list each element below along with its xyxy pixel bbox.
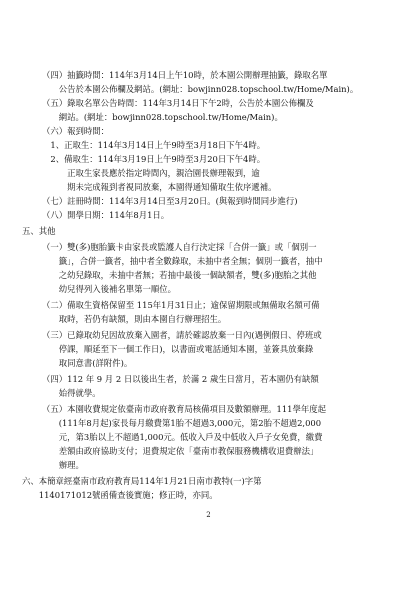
- other-4-age-rule: （四）112 年 9 月 2 日以後出生者，於滿 2 歲生日當月，若本園仍有缺額: [42, 374, 319, 384]
- other-3-withdrawal: （三）已錄取幼兒因故放棄入園者，請於確認放棄一日內(遇例假日、停班或: [42, 330, 322, 340]
- other-1-twins-cont-3: 幼兒得列入後補名單第一順位。: [42, 284, 176, 294]
- other-2-waitlist-cont: 取時，若仍有缺額，則由本園自行辦理招生。: [42, 314, 227, 324]
- other-5-fees-cont-1: (111年8月起)家長每月繳費第1胎不超過3,000元，第2胎不超過2,000: [42, 418, 322, 428]
- page-number: 2: [206, 511, 211, 519]
- other-1-twins: （一）雙(多)胞胎籤卡由家長或監護人自行決定採「合併一籤」或「個別一: [42, 242, 317, 252]
- section-5-announce-time-cont: 網站。(網址：bowjinn028.topschool.tw/Home/Main)。: [42, 112, 283, 122]
- other-5-fees-cont-4: 辦理。: [42, 460, 84, 470]
- other-5-fees: （五）本園收費規定依臺南市政府教育局核備項目及數額辦理。111學年度起: [42, 404, 326, 414]
- report-waitlist-admission: 2、備取生：114年3月19日上午9時至3月20日下午4時。: [42, 154, 266, 164]
- section-5-announce-time: （五）錄取名單公告時間：114年3月14日下午2時，公告於本園公佈欄及: [42, 98, 314, 108]
- other-3-withdrawal-cont-1: 停課，順延至下一個工作日)，以書面或電話通知本園，並簽具放棄錄: [42, 344, 314, 354]
- section-6-approval: 六、本簡章經臺南市政府教育局114年1月21日南市教特(一)字第: [22, 476, 262, 486]
- section-4-draw-time: （四）抽籤時間：114年3月14日上午10時，於本園公開辦理抽籤，錄取名單: [42, 70, 328, 80]
- other-1-twins-cont-2: 之幼兒錄取，未抽中者無；若抽中最後一個缺額者，雙(多)胞胎之其他: [42, 270, 317, 280]
- other-4-age-rule-cont: 始得就學。: [42, 388, 101, 398]
- report-regular-admission: 1、正取生：114年3月14日上午9時至3月18日下午4時。: [42, 140, 266, 150]
- report-note-cont: 期未完成報到者視同放棄，本園得通知備取生依序遞補。: [42, 182, 277, 192]
- other-5-fees-cont-2: 元，第3胎以上不超過1,000元。低收入戶及中低收入戶子女免費，繳費: [42, 432, 323, 442]
- other-5-fees-cont-3: 差額由政府協助支付；退費規定依「臺南市教保服務機構收退費辦法」: [42, 446, 319, 456]
- other-1-twins-cont-1: 籤」，合併一籤者，抽中者全數錄取，未抽中者全無；個別一籤者，抽中: [42, 256, 323, 266]
- section-6-approval-cont: 1140171012號函備查後實施；修正時，亦同。: [22, 490, 218, 500]
- section-8-school-start-date: （八）開學日期：114年8月1日。: [42, 210, 170, 220]
- section-6-report-time: （六）報到時間：: [42, 126, 109, 136]
- report-note: 正取生家長應於指定時間內，親洽園長辦理報到，逾: [42, 168, 260, 178]
- other-3-withdrawal-cont-2: 取同意書(詳附件)。: [42, 358, 133, 368]
- heading-other: 五、其他: [22, 226, 56, 236]
- section-4-draw-time-cont: 公告於本園公佈欄及網站。(網址：bowjinn028.topschool.tw/Home/Main)。: [42, 84, 359, 94]
- other-2-waitlist: （二）備取生資格保留至 115年1月31日止；逾保留期限或無備取名額可備: [42, 300, 320, 310]
- section-7-registration-time: （七）註冊時間：114年3月14日至3月20日。(與報到時間同步進行): [42, 196, 298, 206]
